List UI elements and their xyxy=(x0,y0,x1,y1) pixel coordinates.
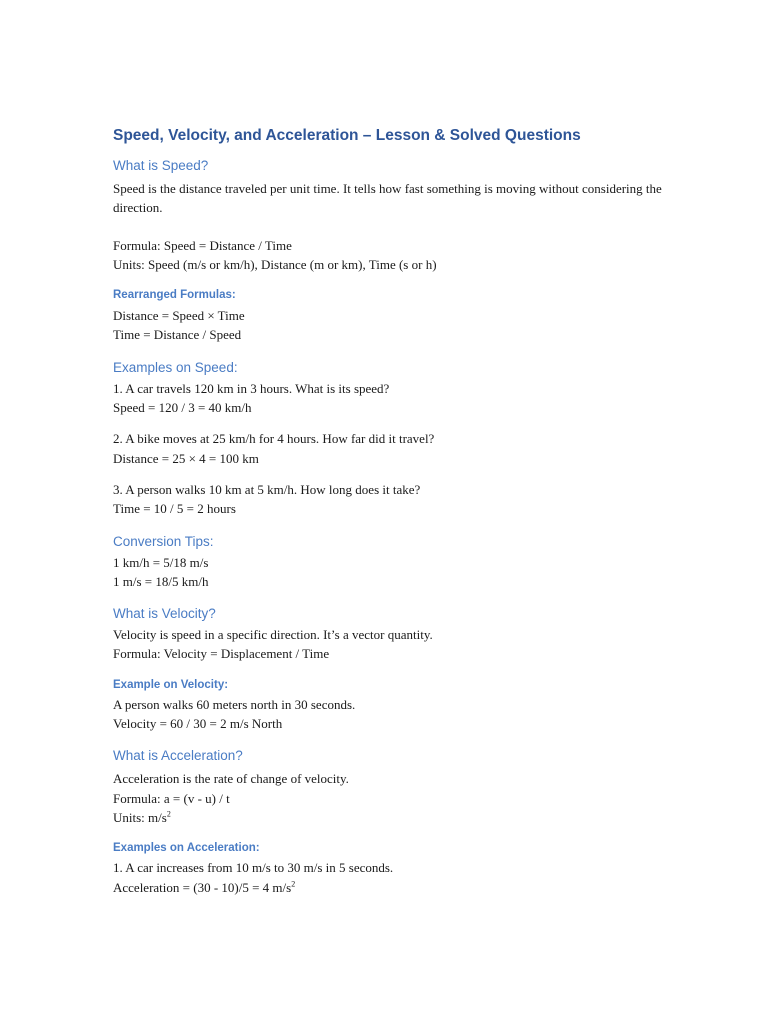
acceleration-example-answer-exponent: 2 xyxy=(291,879,296,889)
conversion-kmh-to-ms: 1 km/h = 5/18 m/s xyxy=(113,554,209,570)
velocity-definition: Velocity is speed in a specific direction. It’s a vector quantity. xyxy=(113,627,433,643)
velocity-heading: What is Velocity? xyxy=(113,606,216,622)
document-page xyxy=(113,122,673,897)
velocity-formula: Formula: Velocity = Displacement / Time xyxy=(113,646,330,662)
speed-formula: Formula: Speed = Distance / Time xyxy=(113,237,292,253)
acceleration-example-answer-text: Acceleration = (30 - 10)/5 = 4 m/s xyxy=(113,879,292,895)
speed-heading: What is Speed? xyxy=(113,158,209,173)
acceleration-heading: What is Acceleration? xyxy=(113,748,243,764)
rearranged-distance: Distance = Speed × Time xyxy=(113,308,245,324)
rearranged-heading: Rearranged Formulas: xyxy=(113,289,236,302)
document-title: Speed, Velocity, and Acceleration – Lesson & Solved Questions xyxy=(113,127,581,144)
acceleration-units-exponent: 2 xyxy=(166,809,171,819)
acceleration-units-text: Units: m/s xyxy=(113,809,167,825)
acceleration-units xyxy=(113,808,673,827)
speed-example-3-question: 3. A person walks 10 km at 5 km/h. How long does it take? xyxy=(113,481,421,497)
speed-definition: Speed is the distance traveled per unit time. It tells how fast something is moving without considering the direction. xyxy=(113,181,662,216)
velocity-example-question: A person walks 60 meters north in 30 seconds. xyxy=(113,696,356,712)
speed-units: Units: Speed (m/s or km/h), Distance (m or km), Time (s or h) xyxy=(113,256,437,272)
speed-examples-heading: Examples on Speed: xyxy=(113,359,238,375)
speed-example-2-question: 2. A bike moves at 25 km/h for 4 hours. How far did it travel? xyxy=(113,431,435,447)
acceleration-formula: Formula: a = (v - u) / t xyxy=(113,790,230,806)
velocity-example-answer: Velocity = 60 / 30 = 2 m/s North xyxy=(113,716,283,732)
conversion-heading: Conversion Tips: xyxy=(113,533,214,549)
speed-example-1-answer: Speed = 120 / 3 = 40 km/h xyxy=(113,400,252,416)
acceleration-definition: Acceleration is the rate of change of velocity. xyxy=(113,771,349,787)
speed-example-1-question: 1. A car travels 120 km in 3 hours. What is its speed? xyxy=(113,380,390,396)
acceleration-examples-heading: Examples on Acceleration: xyxy=(113,842,260,855)
speed-example-3-answer: Time = 10 / 5 = 2 hours xyxy=(113,501,236,517)
velocity-example-heading: Example on Velocity: xyxy=(113,678,229,691)
rearranged-time: Time = Distance / Speed xyxy=(113,327,242,343)
conversion-ms-to-kmh: 1 m/s = 18/5 km/h xyxy=(113,573,209,589)
speed-example-2-answer: Distance = 25 × 4 = 100 km xyxy=(113,450,259,466)
acceleration-example-answer xyxy=(113,878,673,897)
acceleration-example-question: 1. A car increases from 10 m/s to 30 m/s in 5 seconds. xyxy=(113,860,394,876)
